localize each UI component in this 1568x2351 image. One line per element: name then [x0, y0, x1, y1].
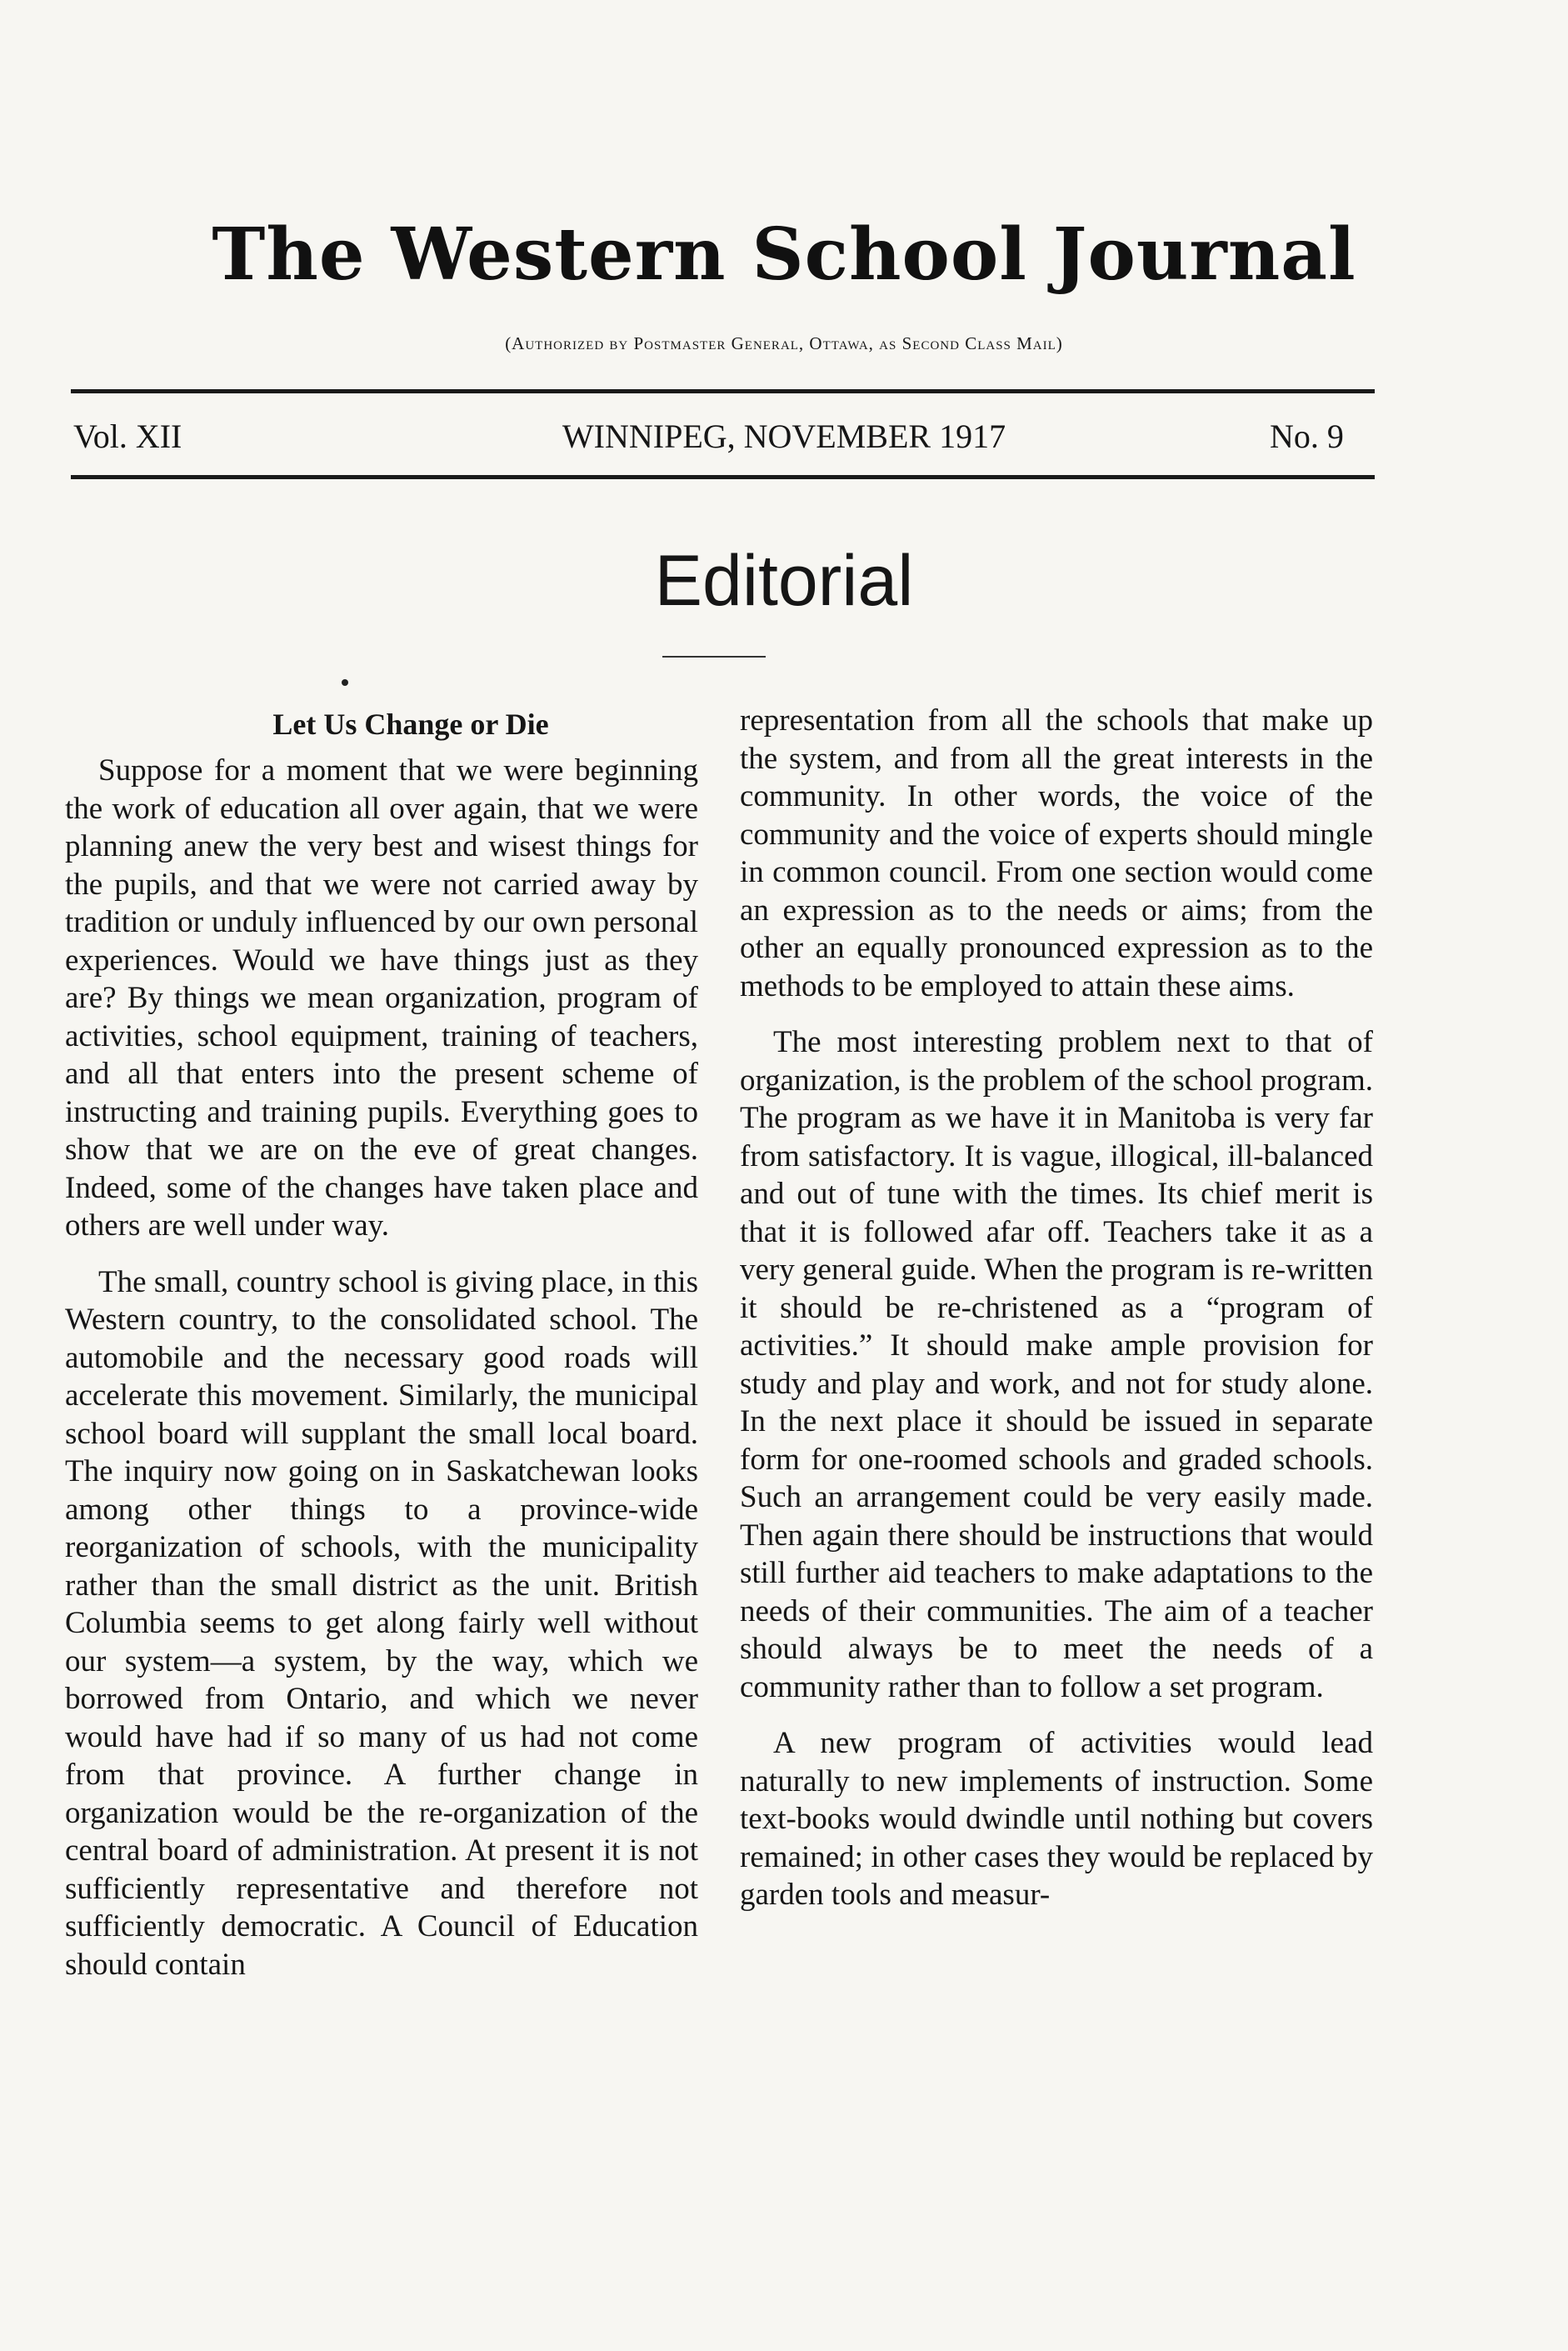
top-divider: [71, 389, 1375, 393]
masthead-title: The Western School Journal: [212, 213, 1356, 297]
place-date-label: WINNIPEG, NOVEMBER 1917: [562, 418, 1006, 455]
masthead-subtitle: (Authorized by Postmaster General, Ottawa, as Second Class Mail): [505, 333, 1063, 353]
paragraph: representation from all the schools that make up the system, and from all the great interests in the community. In other words, the voice of the community and the voice of experts should mingle in common council. From one section would come an expression as to the needs or aims; from the other an equally pronounced expression as to the methods to be employed to attain these aims.: [740, 703, 1373, 1003]
paragraph: The small, country school is giving place, in this Western country, to the consolidated school. The automobile and the necessary good roads will accelerate this movement. Similarly, the municipal school board will supplant the small local board. The inquiry now going on in Saskatchewan looks among other things to a province-wide reorganization of schools, with the municipality rather than the small district as the unit. British Columbia seems to get along fairly well without our system—a system, by the way, which we borrowed from Ontario, and which we never would have had if so many of us had not come from that province. A further change in organization would be the re-organization of the central board of administration. At present it is not sufficiently representative and therefore not sufficiently democratic. A Council of Education should contain: [65, 1264, 698, 1982]
left-column: [65, 702, 698, 1983]
ink-dot: [342, 679, 348, 686]
paragraph: A new program of activities would lead naturally to new implements of instruction. Some text-books would dwindle until nothing but covers remained; in other cases they would be replaced by garden tools and measur-: [740, 1726, 1373, 1912]
section-title: Editorial: [654, 541, 914, 621]
bottom-divider: [71, 475, 1375, 479]
paragraph: Suppose for a moment that we were beginning the work of education all over again, that we were planning anew the very best and wisest things for the pupils, and that we were not carried away by tradition or unduly influenced by our own personal experiences. Would we have things just as they are? By things we mean organization, program of activities, school equipment, training of teachers, and all that enters into the present scheme of instructing and training pupils. Everything goes to show that we are on the eve of great changes. Indeed, some of the changes have taken place and others are well under way.: [65, 753, 698, 1243]
volume-label: Vol. XII: [73, 418, 182, 455]
right-column: [740, 702, 1373, 1914]
article-heading: Let Us Change or Die: [272, 708, 549, 741]
paragraph: The most interesting problem next to that of organization, is the problem of the school program. The program as we have it in Manitoba is very far from satisfactory. It is vague, illogical, ill-balanced and out of tune with the times. Its chief merit is that it is followed afar off. Teachers take it as a very general guide. When the program is re-written it should be re-christened as a “program of activities.” It should make ample provision for study and play and work, and not for study alone. In the next place it should be issued in separate form for one-roomed schools and graded schools. Such an arrangement could be very easily made. Then again there should be instructions that would still further aid teachers to make adaptations to the needs of their communities. The aim of a teacher should always be to meet the needs of a community rather than to follow a set program.: [740, 1025, 1373, 1704]
issue-number-label: No. 9: [1270, 418, 1344, 455]
title-underline: [662, 656, 766, 658]
